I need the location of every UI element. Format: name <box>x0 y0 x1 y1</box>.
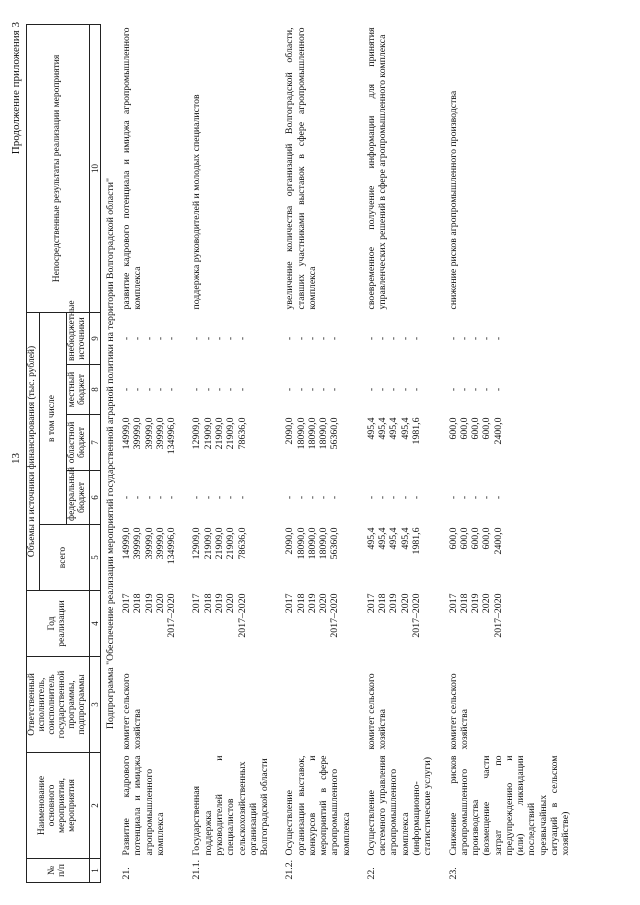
header-total: всего <box>39 525 89 591</box>
column-number: 1 <box>89 859 100 883</box>
extra-cell: - - - - - <box>447 336 504 341</box>
result-cell: поддержка руководителей и молодых специалистов <box>191 94 203 310</box>
result-cell: увеличение количества организаций Волгоградской области, ставших участниками выставок в сфере агропромышленного комплекса <box>284 27 318 310</box>
header-incl: в том числе <box>39 312 66 524</box>
header-extra: внебюджетные источники <box>66 312 89 364</box>
result-cell: снижение рисков агропромышленного производства <box>447 90 459 310</box>
header-year: Год реализации <box>27 591 90 657</box>
regional-cell: 2090,0 18090,0 18090,0 18090,0 56360,0 <box>284 417 341 450</box>
local-cell: - - - - - <box>447 387 504 392</box>
local-cell: - - - - - <box>121 387 178 392</box>
activity-name: Осуществление системного управления агропромышленного комплекса (информационно-статистические услуги) <box>365 755 434 856</box>
header-name: Наименование основного мероприятия, мероприятия <box>27 753 90 859</box>
column-number: 3 <box>89 657 100 753</box>
year-cell: 2017 2018 2019 2020 2017–2020 <box>284 593 341 638</box>
regional-cell: 14999,0 39999,0 39999,0 39999,0 134996,0 <box>121 417 178 455</box>
activity-executor: комитет сельского хозяйства <box>365 673 389 750</box>
federal-cell: - - - - - <box>365 495 422 500</box>
total-cell: 600,0 600,0 600,0 600,0 2400,0 <box>447 527 504 555</box>
header-federal: федеральный бюджет <box>66 471 89 525</box>
activity-name: Снижение рисков агропромышленного производства (возмещение части затрат по предупреждению и (или) ликвидации последствий чрезвычайных ситуаций в сельском хозяйстве) <box>447 755 572 856</box>
result-cell: развитие кадрового потенциала и имиджа агропромышленного комплекса <box>121 27 144 310</box>
header-funding: Объемы и источники финансирования (тыс. рублей) <box>27 312 40 590</box>
column-number: 4 <box>89 591 100 657</box>
row-number: 21.2. <box>284 859 296 880</box>
year-cell: 2017 2018 2019 2020 2017–2020 <box>121 593 178 638</box>
column-number: 10 <box>89 24 100 312</box>
row-number: 21. <box>121 867 133 880</box>
table-row <box>283 24 353 882</box>
year-cell: 2017 2018 2019 2020 2017–2020 <box>191 593 248 638</box>
table-row <box>190 24 271 882</box>
column-number: 8 <box>89 365 100 415</box>
table-row <box>365 24 435 882</box>
subprogram-title: Подпрограмма "Обеспечение реализации мероприятий государственной аграрной политики на территории Волгоградской области" <box>104 177 116 730</box>
total-cell: 12909,0 21909,0 21909,0 21909,0 78636,0 <box>191 527 248 560</box>
column-number: 7 <box>89 415 100 471</box>
year-cell: 2017 2018 2019 2020 2017–2020 <box>365 593 422 638</box>
page-number: 13 <box>10 453 22 464</box>
continuation-title: Продолжение приложения 3 <box>10 22 22 155</box>
header-regional: областной бюджет <box>66 415 89 471</box>
result-cell: своевременное получение информации для принятия управленческих решений в сфере агропромышленного комплекса <box>365 27 389 310</box>
extra-cell: - - - - - <box>191 336 248 341</box>
regional-cell: 600,0 600,0 600,0 600,0 2400,0 <box>447 417 504 445</box>
column-number: 2 <box>89 753 100 859</box>
federal-cell: - - - - - <box>191 495 248 500</box>
row-number: 22. <box>365 867 377 880</box>
total-cell: 495,4 495,4 495,4 495,4 1981,6 <box>365 527 422 555</box>
regional-cell: 495,4 495,4 495,4 495,4 1981,6 <box>365 417 422 445</box>
column-number: 6 <box>89 471 100 525</box>
extra-cell: - - - - - <box>365 336 422 341</box>
extra-cell: - - - - - <box>284 336 341 341</box>
header-executor: Ответственный исполнитель, соисполнитель государственной программы, подпрограммы <box>27 657 90 753</box>
header-results: Непосредственные результаты реализации мероприятия <box>27 24 90 312</box>
header-no: № п/п <box>27 859 90 883</box>
activity-name: Государственная поддержка руководителей и специалистов сельскохозяйственных организаций Волгоградской области <box>191 755 271 856</box>
federal-cell: - - - - - <box>447 495 504 500</box>
row-number: 21.1. <box>191 859 203 880</box>
table-row <box>447 24 573 882</box>
activity-executor: комитет сельского хозяйства <box>447 673 470 750</box>
activity-executor <box>190 657 271 753</box>
activity-executor: комитет сельского хозяйства <box>121 673 144 750</box>
column-numbers-row <box>89 24 100 882</box>
total-cell: 14999,0 39999,0 39999,0 39999,0 134996,0 <box>121 527 178 565</box>
federal-cell: - - - - - <box>121 495 178 500</box>
activity-executor <box>283 657 353 753</box>
activity-name: Осуществление организации выставок, конкурсов и мероприятий в сфере агропромышленного комплекса <box>284 755 352 856</box>
activity-name: Развитие кадрового потенциала и имиджа агропромышленного комплекса <box>121 755 166 856</box>
program-activities-table <box>26 24 572 883</box>
regional-cell: 12909,0 21909,0 21909,0 21909,0 78636,0 <box>191 417 248 450</box>
federal-cell: - - - - - <box>284 495 341 500</box>
local-cell: - - - - - <box>191 387 248 392</box>
column-number: 9 <box>89 312 100 364</box>
extra-cell: - - - - - <box>121 336 178 341</box>
year-cell: 2017 2018 2019 2020 2017–2020 <box>447 593 504 638</box>
header-local: местный бюджет <box>66 365 89 415</box>
total-cell: 2090,0 18090,0 18090,0 18090,0 56360,0 <box>284 527 341 560</box>
column-number: 5 <box>89 525 100 591</box>
local-cell: - - - - - <box>284 387 341 392</box>
table-row <box>120 24 178 882</box>
row-number: 23. <box>447 867 459 880</box>
local-cell: - - - - - <box>365 387 422 392</box>
